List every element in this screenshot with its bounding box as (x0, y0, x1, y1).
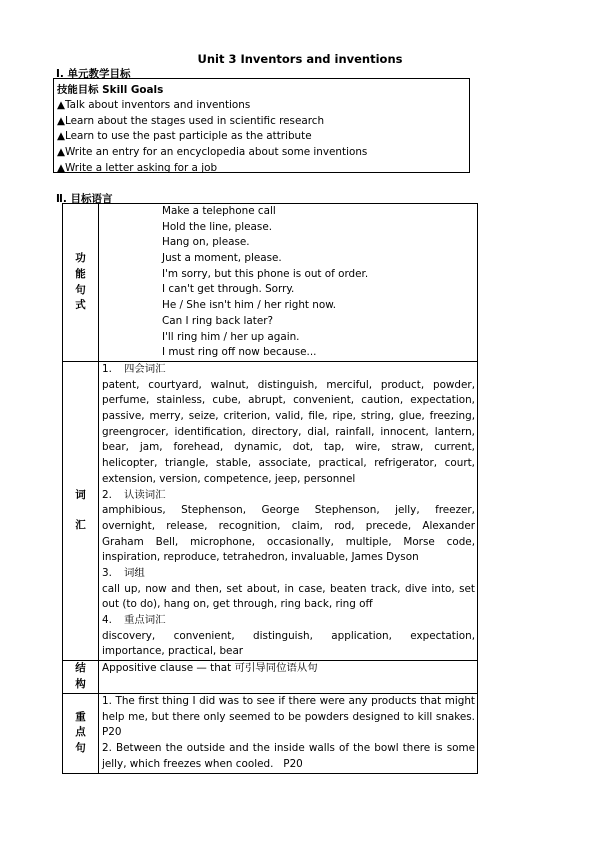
function-line: I'm sorry, but this phone is out of order. (162, 267, 369, 280)
vocab-line: discovery, convenient, distinguish, application, expectation, (102, 629, 475, 642)
vocab-line: helicopter, triangle, stable, associate, practical, refrigerator, court, (102, 457, 475, 470)
vocabulary-row (63, 362, 478, 661)
vocabulary-content (99, 362, 478, 661)
vocab-line: extension, version, competence, jeep, personnel (102, 472, 356, 485)
vocab-subheading: 4. 重点词汇 (102, 614, 166, 626)
vocabulary-label: 词 汇 (63, 362, 99, 661)
functions-label: 功 能 句 式 (63, 204, 99, 362)
vocab-line: inspiration, reproduce, tetrahedron, invaluable, James Dyson (102, 551, 419, 564)
vocab-line: patent, courtyard, walnut, distinguish, merciful, product, powder, (102, 378, 475, 391)
function-line: Can I ring back later? (162, 314, 274, 327)
vocab-subheading: 2. 认读词汇 (102, 488, 166, 501)
vocab-line: call up, now and then, set about, in case, beaten track, dive into, set (102, 582, 475, 595)
structure-text: Appositive clause — that 可引导同位语从句 (102, 662, 318, 675)
key-sentence-line: P20 (102, 726, 122, 739)
vocab-subheading: 3. 词组 (102, 566, 145, 579)
vocab-line: greengrocer, identification, directory, dial, rainfall, innocent, lantern, (102, 425, 475, 438)
structure-content (99, 661, 478, 694)
key-sentence-line: 2. Between the outside and the inside walls of the bowl there is some (102, 742, 475, 755)
function-line: Just a moment, please. (162, 252, 282, 265)
section1-heading: Ⅰ. 单元教学目标 (56, 68, 131, 80)
key-sentence-line: jelly, which freezes when cooled. P20 (102, 757, 303, 770)
function-line: I'll ring him / her up again. (162, 330, 300, 343)
key-sentence-line: 1. The first thing I did was to see if there were any products that might (102, 695, 475, 708)
page-title: Unit 3 Inventors and inventions (197, 52, 403, 66)
vocab-line: out (to do), hang on, get through, ring back, ring off (102, 598, 373, 611)
function-line: Hang on, please. (162, 236, 250, 249)
key-sentences-content (99, 694, 478, 773)
vocab-line: importance, practical, bear (102, 645, 244, 658)
goal-item: ▲Write an entry for an encyclopedia about some inventions (57, 146, 368, 159)
goal-item: ▲Write a letter asking for a job (57, 161, 218, 174)
target-language-table (62, 203, 478, 774)
function-line: I must ring off now because... (162, 346, 317, 359)
vocab-line: Graham Bell, microphone, occasionally, multiple, Morse code, (102, 535, 475, 548)
vocab-line: overnight, release, recognition, claim, rod, precede, Alexander (102, 519, 475, 532)
structure-label: 结 构 (63, 661, 99, 694)
vocab-line: perfume, stainless, cube, abrupt, convenient, caution, expectation, (102, 394, 475, 407)
structure-row (63, 661, 478, 694)
key-sentences-label: 重 点 句 (63, 694, 99, 773)
function-line: He / She isn't him / her right now. (162, 299, 337, 312)
functions-row (63, 204, 478, 362)
skill-goals-box (53, 78, 470, 173)
goal-item: ▲Talk about inventors and inventions (57, 99, 251, 111)
function-line: I can't get through. Sorry. (162, 283, 295, 296)
function-line: Hold the line, please. (162, 220, 273, 233)
key-sentence-line: help me, but there only seemed to be powders designed to kill snakes. (102, 710, 475, 723)
goal-item: ▲Learn to use the past participle as the attribute (57, 130, 312, 143)
goal-item: ▲Learn about the stages used in scientific research (57, 114, 325, 127)
skill-goals-header: 技能目标 Skill Goals (57, 84, 164, 96)
vocab-line: amphibious, Stephenson, George Stephenson, jelly, freezer, (102, 504, 475, 517)
vocab-subheading: 1. 四会词汇 (102, 363, 166, 375)
key-sentences-row (63, 694, 478, 773)
vocab-line: bear, jam, forehead, dynamic, dot, tap, wire, straw, current, (102, 441, 475, 454)
functions-content (99, 204, 478, 362)
section2-heading: Ⅱ. 目标语言 (56, 193, 113, 205)
vocab-line: passive, merry, seize, criterion, valid, file, ripe, string, glue, freezing, (102, 410, 475, 423)
function-line: Make a telephone call (162, 205, 276, 217)
